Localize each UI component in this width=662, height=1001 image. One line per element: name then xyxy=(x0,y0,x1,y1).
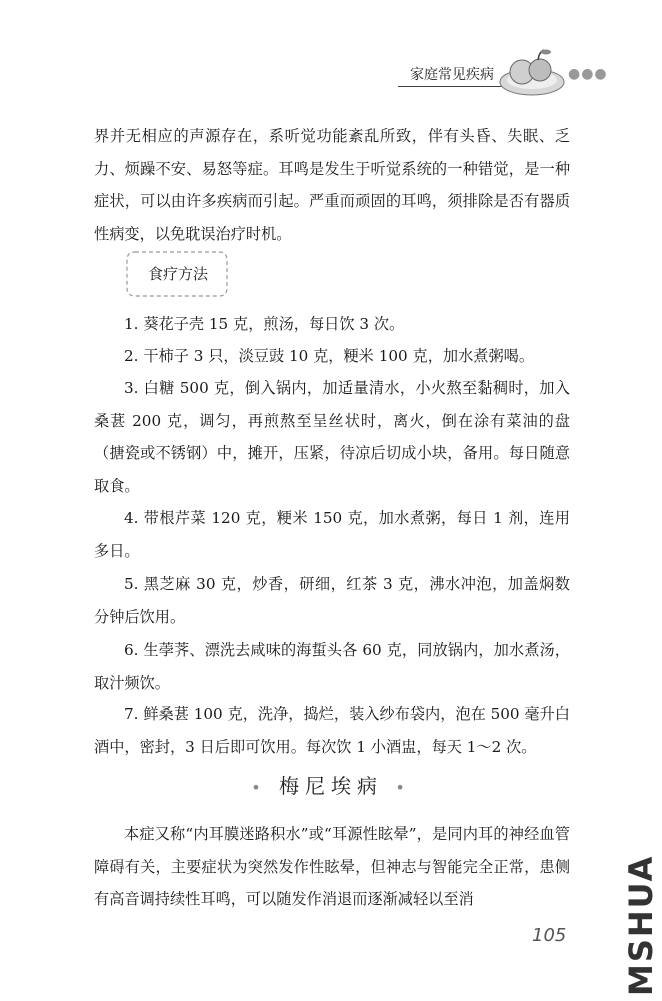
header-dots-icon: ●●● xyxy=(568,66,608,82)
apple-icon xyxy=(496,42,566,98)
watermark: MSHUA xyxy=(622,854,660,996)
remedy-item: 6. 生荸荠、漂洗去咸味的海蜇头各 60 克，同放锅内，加水煮汤，取汁频饮。 xyxy=(94,641,570,692)
header-rule xyxy=(398,86,510,87)
remedy-item: 4. 带根芹菜 120 克，粳米 150 克，加水煮粥，每日 1 剂，连用多日。 xyxy=(94,509,570,560)
remedy-item: 7. 鲜桑葚 100 克，洗净，捣烂，装入纱布袋内，泡在 500 毫升白酒中，密封，3 日后即可饮用。每次饮 1 小酒盅，每天 1～2 次。 xyxy=(94,705,570,756)
page-number: 105 xyxy=(532,925,567,946)
running-header: 家庭常见疾病 xyxy=(410,67,494,83)
heading-bullet: • xyxy=(395,778,411,797)
remedy-item: 5. 黑芝麻 30 克，炒香，研细，红茶 3 克，沸水冲泡，加盖焖数分钟后饮用。 xyxy=(94,575,570,626)
remedy-item: 2. 干柿子 3 只，淡豆豉 10 克，粳米 100 克，加水煮粥喝。 xyxy=(124,347,535,365)
heading-bullet: • xyxy=(251,778,267,797)
remedy-item: 1. 葵花子壳 15 克，煎汤，每日饮 3 次。 xyxy=(124,315,405,333)
remedy-item: 3. 白糖 500 克，倒入锅内，加适量清水，小火熬至黏稠时，加入桑葚 200 克，调匀，再煎熬至呈丝状时，离火，倒在涂有菜油的盘（搪瓷或不锈钢）中，摊开，压紧，待凉后切成小块，备用。每日随意取食。 xyxy=(94,379,570,495)
section-title: 梅尼埃病 xyxy=(279,774,383,798)
intro-paragraph: 界并无相应的声源存在，系听觉功能紊乱所致，伴有头昏、失眠、乏力、烦躁不安、易怒等症。耳鸣是发生于听觉系统的一种错觉，是一种症状，可以由许多疾病而引起。严重而顽固的耳鸣，须排除是否有器质性病变，以免耽误治疗时机。 xyxy=(94,127,570,243)
section-heading xyxy=(0,770,662,799)
remedies-label: 食疗方法 xyxy=(148,265,209,283)
section-paragraph: 本症又称“内耳膜迷路积水”或“耳源性眩晕”，是同内耳的神经血管障碍有关，主要症状为突然发作性眩晕，但神志与智能完全正常，患侧有高音调持续性耳鸣，可以随发作消退而逐渐减轻以至消 xyxy=(94,825,570,908)
